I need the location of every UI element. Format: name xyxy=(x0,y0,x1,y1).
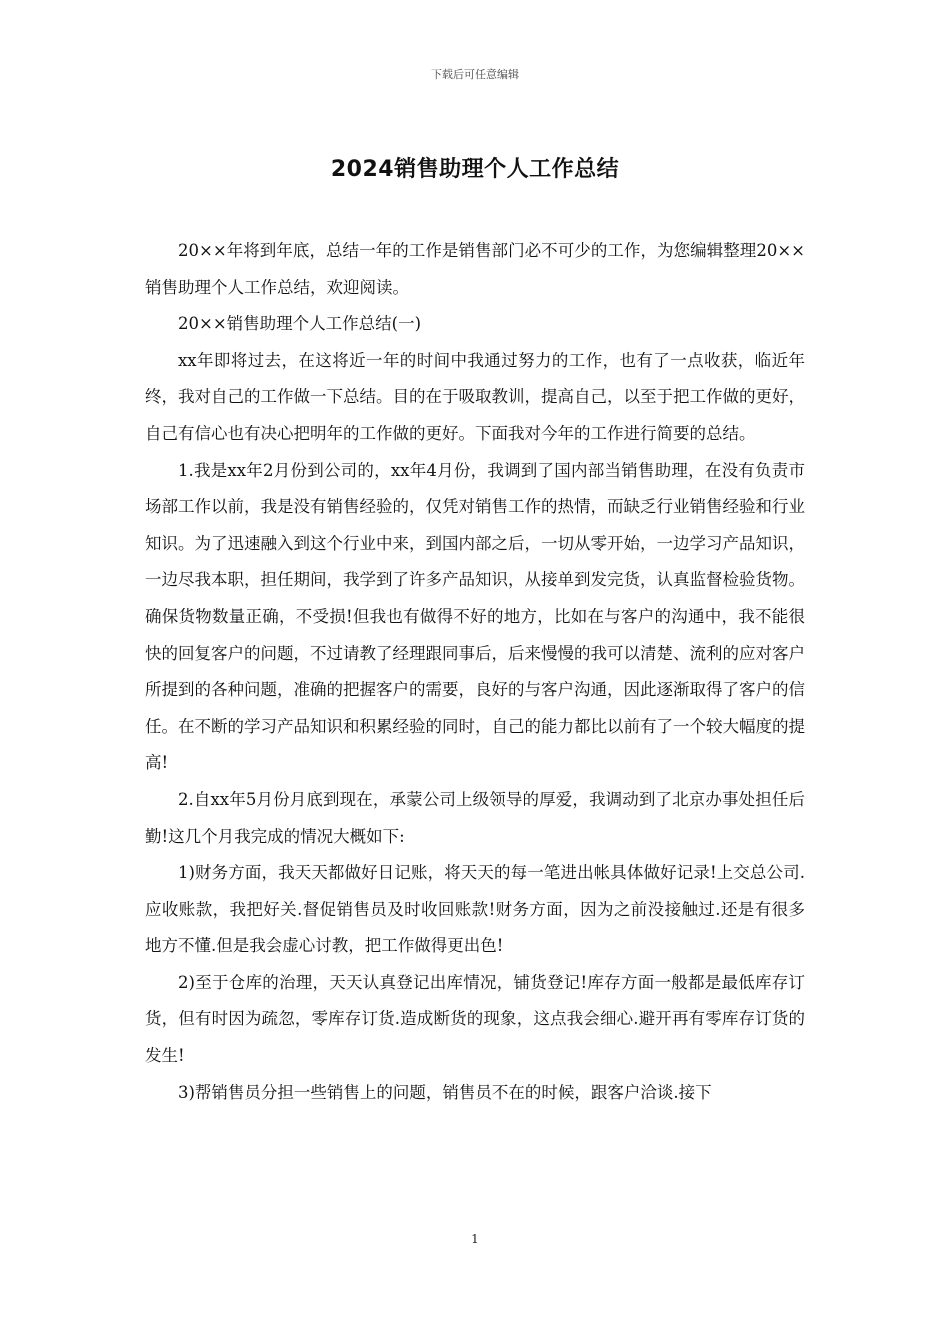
section-heading: 20××销售助理个人工作总结(一) xyxy=(178,314,422,334)
paragraph: 1.我是xx年2月份到公司的，xx年4月份，我调到了国内部当销售助理，在没有负责市场部工作以前，我是没有销售经验的，仅凭对销售工作的热情，而缺乏行业销售经验和行业知识。为了迅速融入到这个行业中来，到国内部之后，一切从零开始，一边学习产品知识，一边尽我本职，担任期间，我学到了许多产品知识，从接单到发完货，认真监督检验货物。确保货物数量正确，不受损!但我也有做得不好的地方，比如在与客户的沟通中，我不能很快的回复客户的问题，不过请教了经理跟同事后，后来慢慢的我可以清楚、流利的应对客户所提到的各种问题，准确的把握客户的需要，良好的与客户沟通，因此逐渐取得了客户的信任。在不断的学习产品知识和积累经验的同时，自己的能力都比以前有了一个较大幅度的提高! xyxy=(145,460,805,773)
paragraph-intro: 20××年将到年底，总结一年的工作是销售部门必不可少的工作，为您编辑整理20××销售助理个人工作总结，欢迎阅读。 xyxy=(145,241,805,297)
list-item: 1)财务方面，我天天都做好日记账，将天天的每一笔进出帐具体做好记录!上交总公司.应收账款，我把好关.督促销售员及时收回账款!财务方面，因为之前没接触过.还是有很多地方不懂.但是我会虚心讨教，把工作做得更出色! xyxy=(145,863,805,956)
paragraph: 2.自xx年5月份月底到现在，承蒙公司上级领导的厚爱，我调动到了北京办事处担任后勤!这几个月我完成的情况大概如下: xyxy=(145,789,805,846)
header-note: 下载后可任意编辑 xyxy=(431,68,519,81)
page-number: 1 xyxy=(471,1232,479,1246)
document-title: 2024销售助理个人工作总结 xyxy=(330,157,620,182)
list-item: 3)帮销售员分担一些销售上的问题，销售员不在的时候，跟客户洽谈.接下 xyxy=(178,1082,712,1102)
paragraph: xx年即将过去，在这将近一年的时间中我通过努力的工作，也有了一点收获，临近年终，我对自己的工作做一下总结。目的在于吸取教训，提高自己，以至于把工作做的更好，自己有信心也有决心把明年的工作做的更好。下面我对今年的工作进行简要的总结。 xyxy=(145,350,805,443)
document-body xyxy=(145,233,805,1111)
list-item: 2)至于仓库的治理，天天认真登记出库情况，铺货登记!库存方面一般都是最低库存订货，但有时因为疏忽，零库存订货.造成断货的现象，这点我会细心.避开再有零库存订货的发生! xyxy=(145,972,805,1066)
